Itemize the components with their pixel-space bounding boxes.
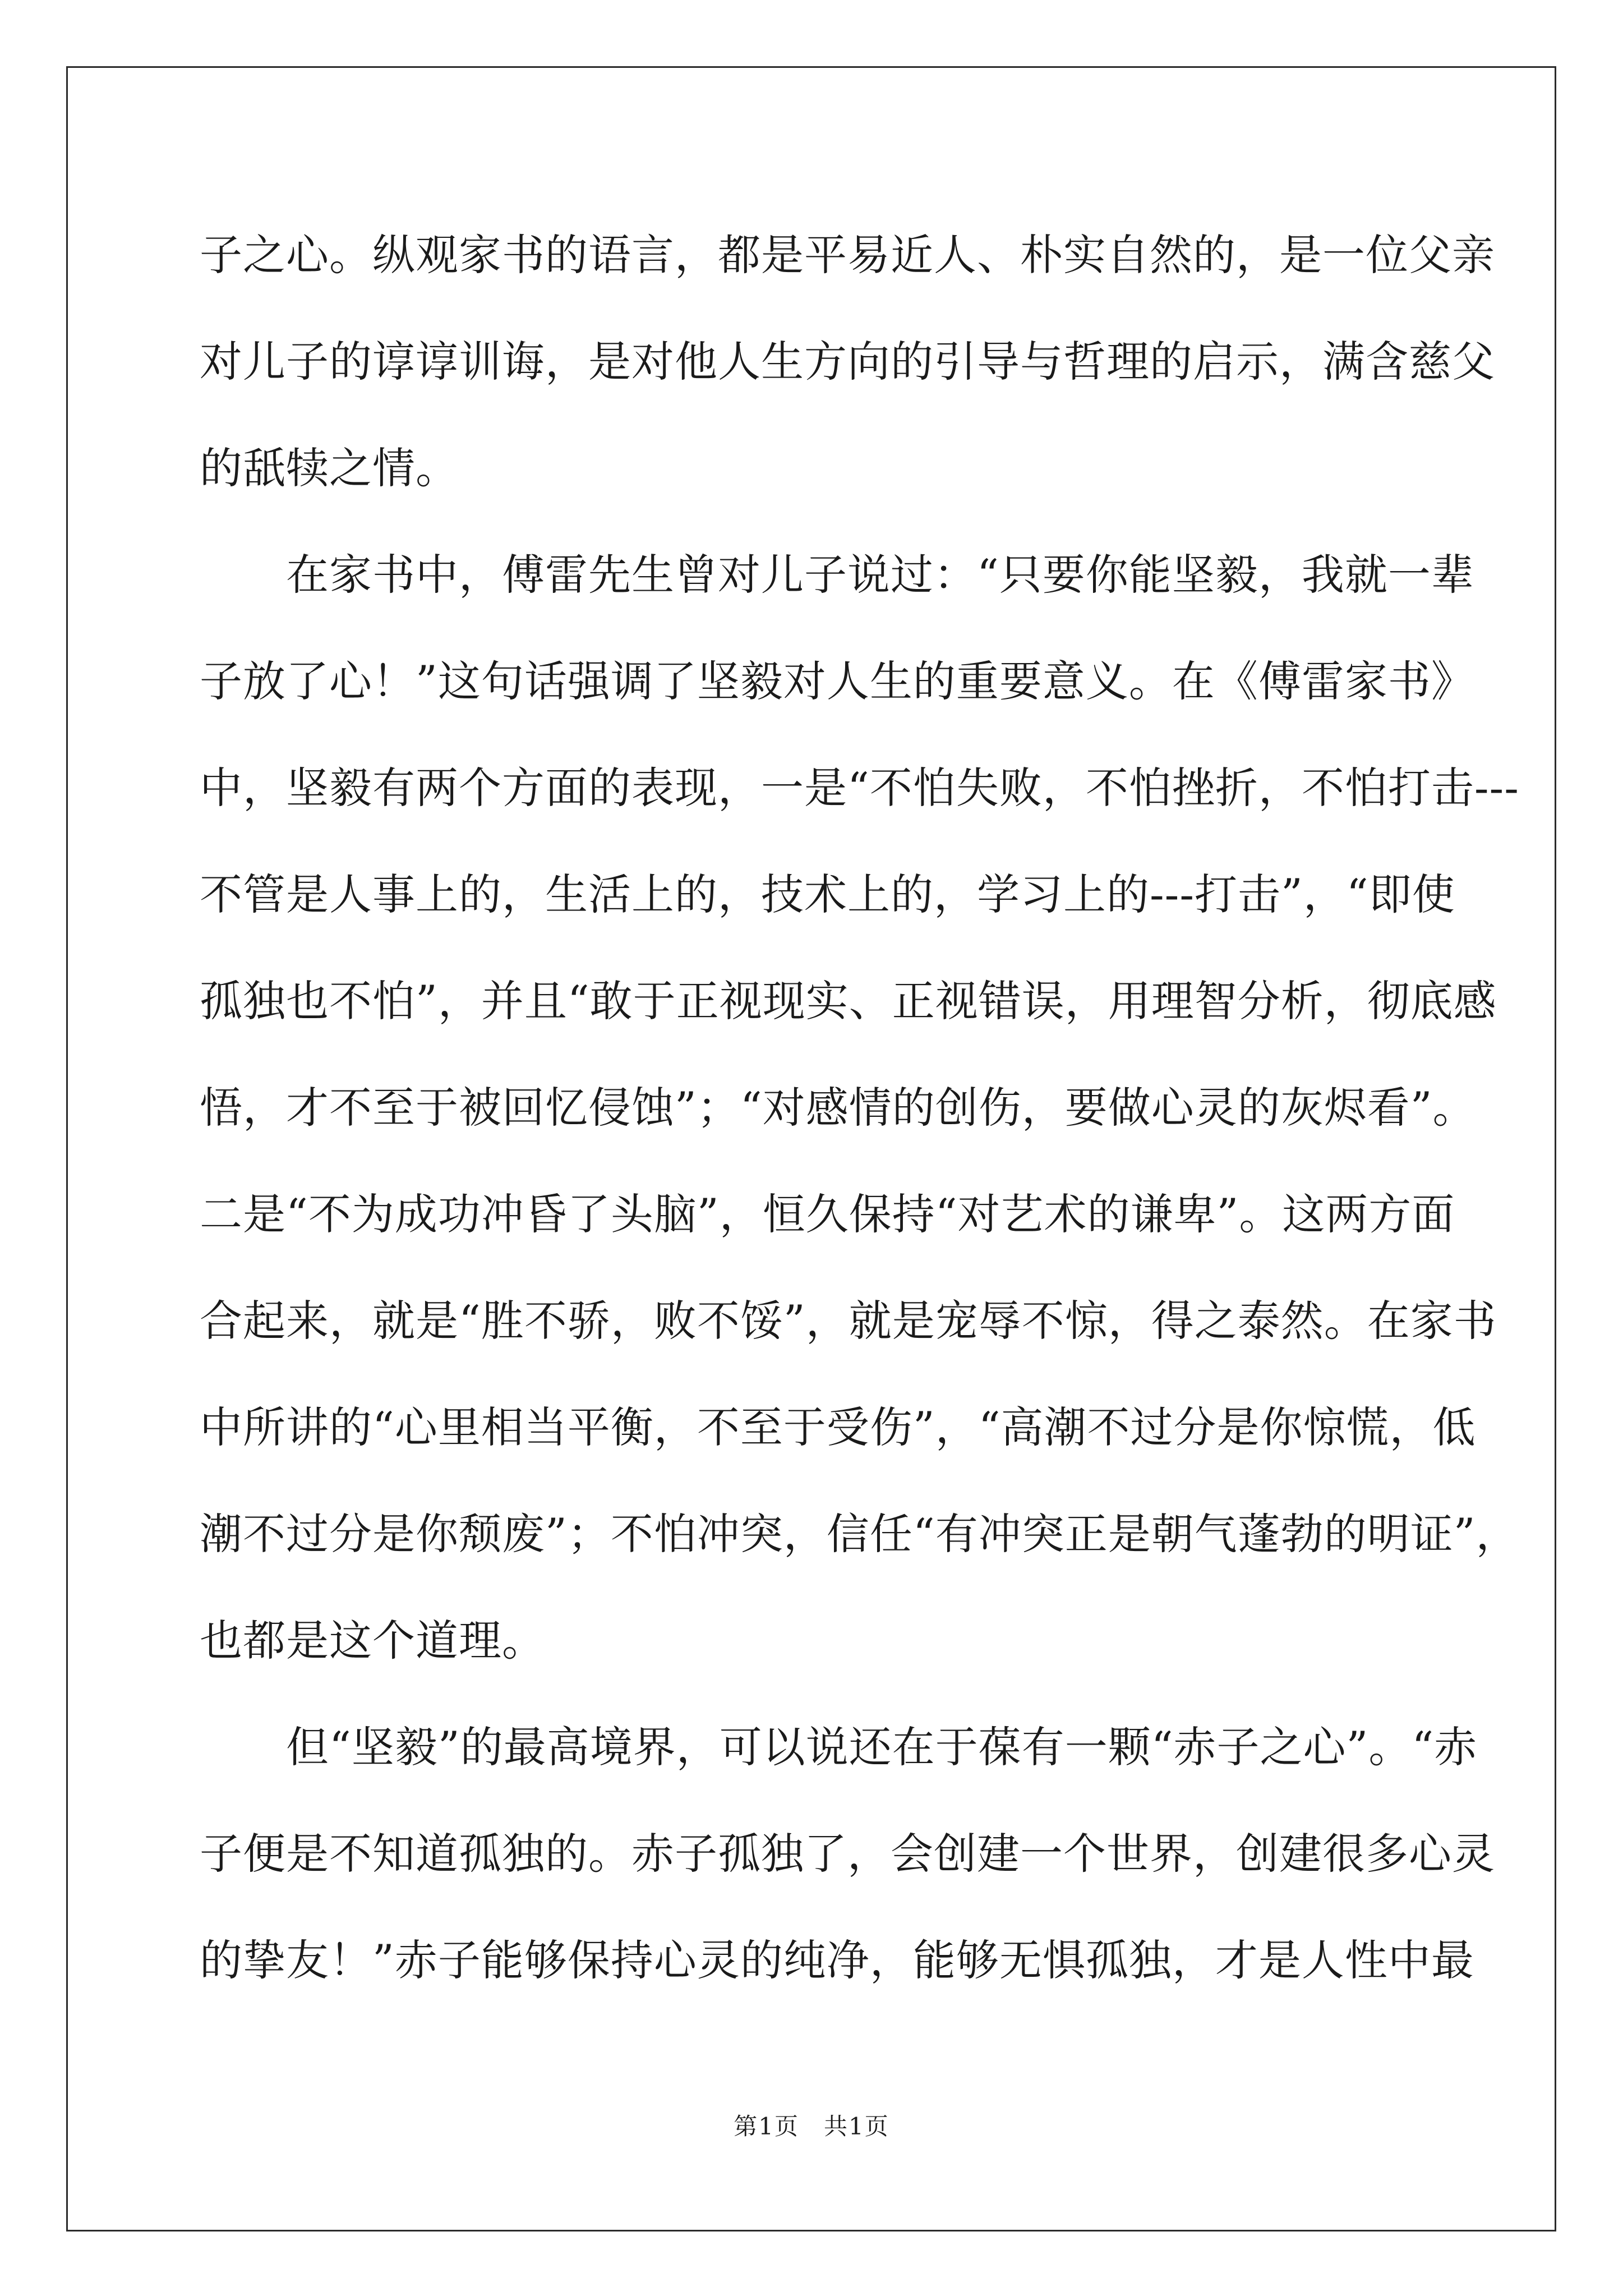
text-line: 子之心。纵观家书的语言，都是平易近人、朴实自然的，是一位父亲 [200, 230, 1495, 280]
text-line: 中，坚毅有两个方面的表现，一是“不怕失败，不怕挫折，不怕打击--- [200, 763, 1519, 813]
text-line: 子放了心！”这句话强调了坚毅对人生的重要意义。在《傅雷家书》 [200, 656, 1474, 706]
text-line: 孤独也不怕”，并且“敢于正视现实、正视错误，用理智分析，彻底感 [200, 976, 1497, 1026]
text-line: 在家书中，傅雷先生曾对儿子说过：“只要你能坚毅，我就一辈 [200, 550, 1474, 600]
document-body [200, 202, 1519, 2014]
text-line: 二是“不为成功冲昏了头脑”，恒久保持“对艺术的谦卑”。这两方面 [200, 1189, 1455, 1239]
text-line: 也都是这个道理。 [200, 1616, 545, 1665]
text-line: 不管是人事上的，生活上的，技术上的，学习上的---打击”，“即使 [200, 869, 1455, 919]
text-line: 潮不过分是你颓废”；不怕冲突，信任“有冲突正是朝气蓬勃的明证”， [200, 1509, 1519, 1559]
text-line: 悟，才不至于被回忆侵蚀”；“对感情的创伤，要做心灵的灰烬看”。 [200, 1083, 1476, 1133]
text-line: 但“坚毅”的最高境界，可以说还在于葆有一颗“赤子之心”。“赤 [200, 1722, 1478, 1772]
page-number-footer: 第1页 共1页 [734, 2113, 889, 2140]
text-line: 中所讲的“心里相当平衡，不至于受伤”，“高潮不过分是你惊慌，低 [200, 1402, 1476, 1452]
text-line: 对儿子的谆谆训诲，是对他人生方向的引导与哲理的启示，满含慈父 [200, 337, 1495, 386]
text-line: 的舐犊之情。 [200, 443, 459, 493]
text-line: 子便是不知道孤独的。赤子孤独了，会创建一个世界，创建很多心灵 [200, 1829, 1495, 1879]
text-line: 的挚友！”赤子能够保持心灵的纯净，能够无惧孤独，才是人性中最 [200, 1935, 1474, 1985]
text-line: 合起来，就是“胜不骄，败不馁”，就是宠辱不惊，得之泰然。在家书 [200, 1296, 1497, 1346]
